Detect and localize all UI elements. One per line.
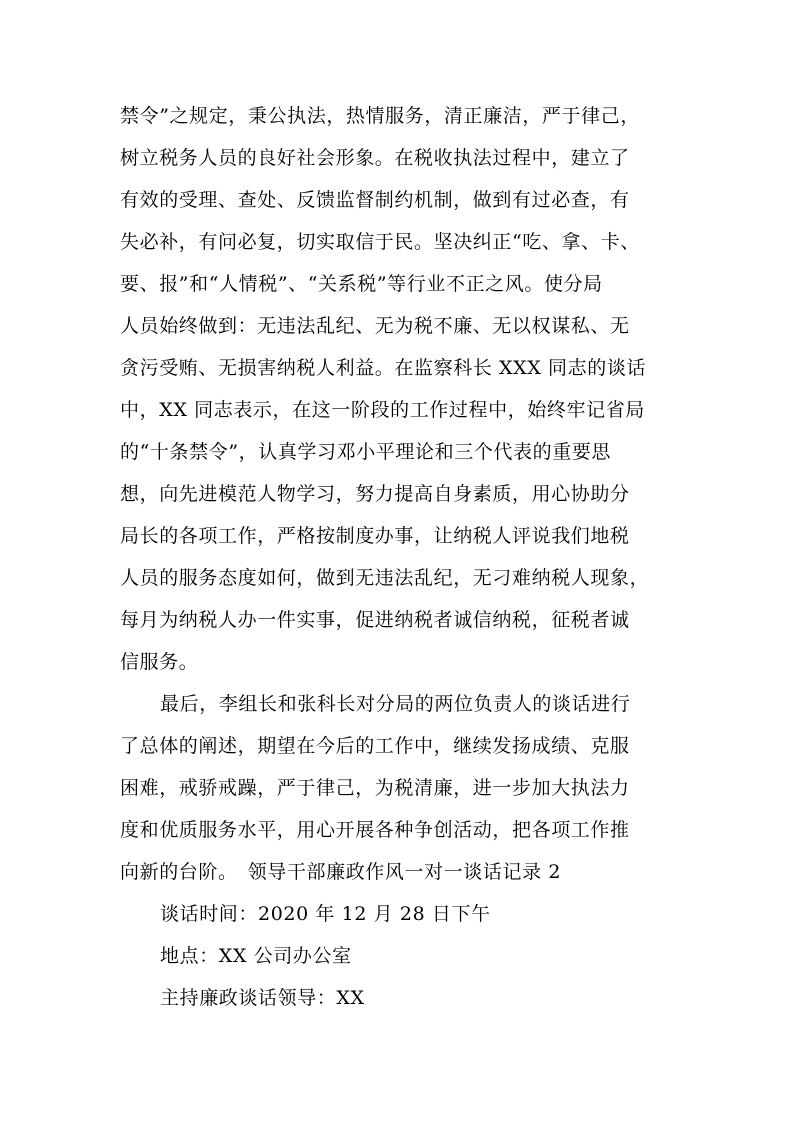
paragraph-2-line-4: 度和优质服务水平，用心开展各种争创活动，把各项工作推 bbox=[120, 819, 630, 841]
paragraph-2-line-5: 向新的台阶。 领导干部廉政作风一对一谈话记录 2 bbox=[120, 861, 562, 883]
paragraph-1-line-4: 失必补，有问必复，切实取信于民。坚决纠正“吃、拿、卡、 bbox=[120, 231, 640, 253]
paragraph-1-line-2: 树立税务人员的良好社会形象。在税收执法过程中，建立了 bbox=[120, 147, 630, 169]
talk-place-line: 地点：XX 公司办公室 bbox=[160, 945, 352, 967]
paragraph-1-line-5: 要、报”和“人情税”、“关系税”等行业不正之风。使分局 bbox=[120, 273, 603, 295]
paragraph-1-line-7: 贪污受贿、无损害纳税人利益。在监察科长 XXX 同志的谈话 bbox=[120, 357, 647, 379]
paragraph-1-line-11: 局长的各项工作，严格按制度办事，让纳税人评说我们地税 bbox=[120, 525, 630, 547]
talk-host-line: 主持廉政谈话领导：XX bbox=[160, 987, 365, 1009]
paragraph-1-line-10: 想，向先进模范人物学习，努力提高自身素质，用心协助分 bbox=[120, 483, 630, 505]
paragraph-2-line-2: 了总体的阐述，期望在今后的工作中，继续发扬成绩、克服 bbox=[120, 735, 630, 757]
paragraph-1-line-6: 人员始终做到：无违法乱纪、无为税不廉、无以权谋私、无 bbox=[120, 315, 630, 337]
paragraph-1-line-1: 禁令”之规定，秉公执法，热情服务，清正廉洁，严于律己， bbox=[120, 105, 640, 127]
paragraph-1-line-13: 每月为纳税人办一件实事，促进纳税者诚信纳税，征税者诚 bbox=[120, 609, 630, 631]
paragraph-2-line-1: 最后，李组长和张科长对分局的两位负责人的谈话进行 bbox=[160, 693, 631, 715]
paragraph-1-line-9: 的“十条禁令”，认真学习邓小平理论和三个代表的重要思 bbox=[120, 441, 612, 463]
talk-time-line: 谈话时间：2020 年 12 月 28 日下午 bbox=[160, 903, 491, 925]
paragraph-1-line-12: 人员的服务态度如何，做到无违法乱纪，无刁难纳税人现象， bbox=[120, 567, 650, 589]
paragraph-1-line-3: 有效的受理、查处、反馈监督制约机制，做到有过必查，有 bbox=[120, 189, 630, 211]
paragraph-2-line-3: 困难，戒骄戒躁，严于律己，为税清廉，进一步加大执法力 bbox=[120, 777, 630, 799]
paragraph-1-line-14: 信服务。 bbox=[120, 651, 199, 673]
paragraph-1-line-8: 中，XX 同志表示，在这一阶段的工作过程中，始终牢记省局 bbox=[120, 399, 645, 421]
